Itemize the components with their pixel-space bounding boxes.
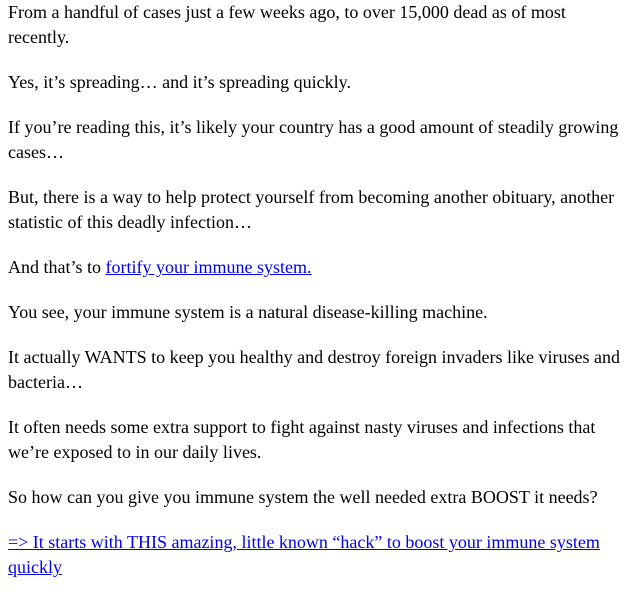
paragraph-boost-question: So how can you give you immune system the well needed extra BOOST it needs? [8,487,598,507]
paragraph-wants-to-keep-healthy: It actually WANTS to keep you healthy and destroy foreign invaders like viruses and bacteria… [8,347,621,392]
paragraph-cta [8,530,626,580]
paragraph-spreading: Yes, it’s spreading… and it’s spreading quickly. [8,72,351,92]
paragraph-your-country: If you’re reading this, it’s likely your country has a good amount of steadily growing cases… [8,117,619,162]
fortify-immune-system-link[interactable]: fortify your immune system. [105,257,312,277]
paragraph-extra-support: It often needs some extra support to fight against nasty viruses and infections that we’re exposed to in our daily lives. [8,417,596,462]
paragraph-protect-yourself: But, there is a way to help protect yourself from becoming another obituary, another statistic of this deadly infection… [8,187,615,232]
immune-boost-hack-link[interactable]: => It starts with THIS amazing, little known “hack” to boost your immune system quickly [8,532,600,577]
paragraph-fortify-prefix: And that’s to [8,257,106,277]
paragraph-disease-killing-machine: You see, your immune system is a natural disease-killing machine. [8,302,488,322]
paragraph-intro-cases: From a handful of cases just a few weeks ago, to over 15,000 dead as of most recently. [8,2,566,47]
paragraph-fortify [8,255,626,280]
